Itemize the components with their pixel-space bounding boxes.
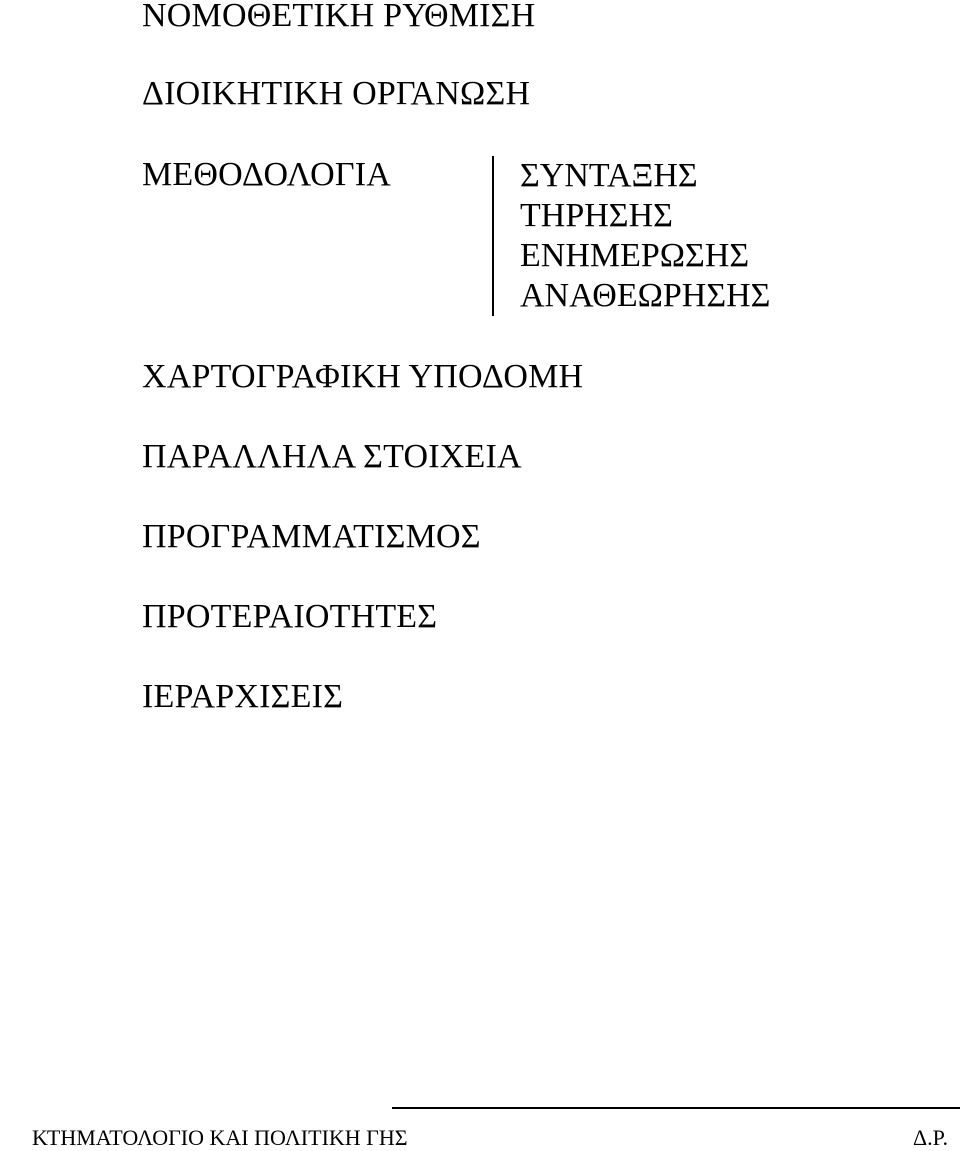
heading-cartographic: ΧΑΡΤΟΓΡΑΦΙΚΗ ΥΠΟΔΟΜΗ: [142, 358, 584, 395]
heading-parallel: ΠΑΡΑΛΛΗΛΑ ΣΤΟΙΧΕΙΑ: [142, 438, 522, 475]
heading-methodology: ΜΕΘΟΔΟΛΟΓΙΑ: [142, 156, 391, 193]
heading-administrative: ΔΙΟΙΚΗΤΙΚΗ ΟΡΓΑΝΩΣΗ: [142, 75, 531, 112]
heading-hierarchies: ΙΕΡΑΡΧΙΣΕΙΣ: [142, 678, 344, 715]
heading-legislative: ΝΟΜΟΘΕΤΙΚΗ ΡΥΘΜΙΣΗ: [142, 0, 536, 34]
methodology-item-update: ΕΝΗΜΕΡΩΣΗΣ: [520, 237, 750, 274]
footer-initials: Δ.Ρ.: [913, 1125, 948, 1150]
methodology-item-maintenance: ΤΗΡΗΣΗΣ: [520, 197, 673, 234]
heading-programming: ΠΡΟΓΡΑΜΜΑΤΙΣΜΟΣ: [142, 518, 481, 555]
footer-divider: [392, 1107, 960, 1109]
methodology-sublist: [492, 156, 770, 316]
heading-priorities: ΠΡΟΤΕΡΑΙΟΤΗΤΕΣ: [142, 598, 438, 635]
methodology-item-revision: ΑΝΑΘΕΩΡΗΣΗΣ: [520, 277, 771, 314]
methodology-item-compilation: ΣΥΝΤΑΞΗΣ: [520, 157, 698, 194]
footer-title: ΚΤΗΜΑΤΟΛΟΓΙΟ ΚΑΙ ΠΟΛΙΤΙΚΗ ΓΗΣ: [32, 1125, 408, 1150]
